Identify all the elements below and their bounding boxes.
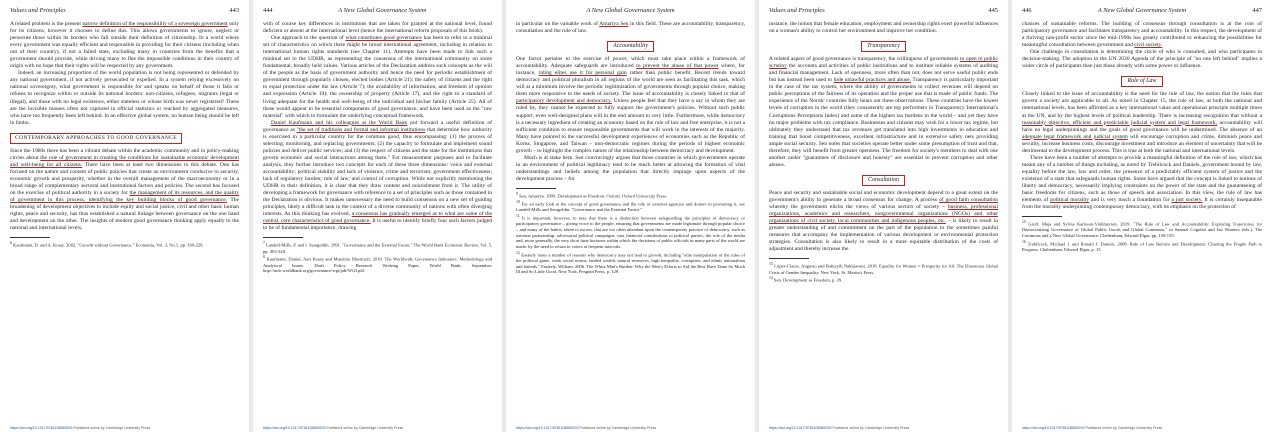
doi-link[interactable]: https://doi.org/10.1017/9781108569293 — [769, 426, 832, 430]
highlight: the role of government in creating the conditions for sustainable economic development and well-being for all citizens. — [10, 154, 239, 168]
highlight: adequate legal framework and judicial system — [1022, 133, 1128, 140]
running-header — [1022, 7, 1262, 16]
footnotes — [263, 241, 492, 274]
footnote-rule — [263, 237, 303, 238]
footnote: $^{14}$ Sen, Development as Freedom, p. 39. — [769, 276, 843, 283]
highlight: of good faith consultation — [939, 196, 999, 203]
highlight: business, professional organizations, academics and researchers, nongovernmental organizations (NGOs) and other organizations of civil society, local communities and indigenous peoples, etc. — [769, 204, 998, 225]
footnote: $^9$ Sen, Amartya. 1999. Development as Freedom. Oxford, Oxford University Press. — [516, 191, 668, 199]
page-body — [10, 21, 239, 249]
subheading-accountability: Accountability — [607, 41, 654, 52]
page-footer: https://doi.org/10.1017/9781108569293 Published online by Cambridge University Press — [1022, 426, 1163, 430]
footnote: $^{11}$ It is important, however, to note that there is a distinction between safeguarding the principles of democracy or participatory governance – giving voice to the people, ensuring that governments are made legitimate through popular choice – and many of the habits, taken to excess, that are too often attendant upon the contemporary practice of democracy, such as extreme partisanship, adversarial political campaigns, vast financial contributions to political parties, the role of the media and, more generally, the very short time horizons within which the decisions of public officials in many parts of the world are made, by the need to return to voters at frequent intervals. — [516, 214, 745, 250]
running-title: Values and Principles — [10, 7, 66, 14]
running-title: A New Global Governance System — [338, 7, 427, 14]
running-header — [516, 7, 745, 16]
footnote: $^{12}$ Easterly notes a number of reasons why democracy may not lead to growth, including "elite manipulation of the rules of the political game, weak social norms, landed wealth, natural resources, high inequality, corruption, and ethnic nationalism and hatreds." Easterly, William. 2006. The White Man's Burden: Why the West's Efforts to Aid the Rest Have Done So Much Ill and So Little Good. New York, Penguin Press, p. 129. — [516, 250, 745, 275]
paragraph: Peace and security and sustainable social and economic development depend to a great extent on the government's ability to generate a broad consensus for change. A process of good faith consultation whereby the government elicits the views of various sectors of society – business, professional organizations, academics and researchers, nongovernmental organizations (NGOs) and other organizations of civil society, local communities and indigenous peoples, etc. – is likely to result in greater understanding of and commitment on the part of the population to the sometimes painful measures that accompany the implementation of various development or environmental protection strategies. Consultation is also likely to result in a more equitable distribution of the costs of adjustment and thereby increase the — [769, 189, 999, 253]
footnotes — [516, 192, 745, 275]
page-body — [516, 21, 745, 275]
page-footer: https://doi.org/10.1017/9781108569293 Published online by Cambridge University Press — [516, 426, 657, 430]
running-title: Values and Principles — [769, 7, 825, 14]
paragraph: Since the 1980s there has been a vibrant debate within the academic community and in policy-making circles about the role of government in creating the conditions for sustainable economic development and well-being for all citizens. There have been at least two dimensions to this debate. One has focused on the nature and content of public policies that create an environment conducive to security, economic growth and prosperity, whether in the overall management of the macroeconomy or in a broad range of complementary sectoral and institutional factors and policies. The second has focused on the exercise of political authority in a society for the management of its resources, and the quality of government in this process, identifying the key building blocks of good governance. The broadening of development objectives to include equity and social justice, civil and other basic human rights, peace and security, has thus established a natural linkage between governance on the one hand and development on the other. The insights of modern good governance thinking apply equally to the national and international levels, — [10, 147, 239, 232]
page-number: 446 — [1022, 7, 1032, 14]
highlight: Daniel Kaufmann and his colleagues at the World Bank — [271, 119, 408, 126]
page-447 — [1012, 0, 1272, 432]
highlight: reasonably objective, efficient and predictable judicial system and legal framework, — [1022, 119, 1218, 126]
highlight: a just society. — [1171, 197, 1203, 204]
footnotes — [769, 262, 998, 283]
highlight: to prevent the abuse of that power — [636, 63, 719, 70]
page-footer: https://doi.org/10.1017/9781108569293 Published online by Cambridge University Press — [769, 426, 910, 430]
doi-link[interactable]: https://doi.org/10.1017/9781108569293 — [263, 426, 326, 430]
paragraph: Daniel Kaufmann and his colleagues at the World Bank put forward a useful definition of governance as "the set of traditions and formal and informal institutions that determine how authority is exercised in a particular country for the common good, thus encompassing: (1) the process of selecting, monitoring, and replacing governments; (2) the capacity to formulate and implement sound policies and deliver public services; and (3) the respect of citizens and the state for the institutions that govern economic and social interactions among them." For measurement purposes and to facilitate analysis, they further introduce two concepts for each of these three dimensions: voice and external accountability; political stability and lack of violence, crime and terrorism; government effectiveness; lack of regulatory burden; rule of law; and control of corruption. While not explicitly mentioning the UDHR in their definition, it is clear that they draw content and nourishment from it. The utility of developing a framework for governance with reference to a set of principles such as those contained in the Declaration is obvious. It makes unnecessary the need to build consensus on a new set of guiding principles, likely a difficult task in the context of a diverse community of nations with often diverging interests. As this thinking has evolved, a consensus has gradually emerged as to what are some of the central, core characteristics of good governance. It is useful to identify briefly four such factors judged to be of fundamental importance, drawing — [263, 119, 493, 232]
paragraph: instance, the notion that female education, employment and ownership rights exert powerful influences on a woman's ability to control her environment and improve her condition. — [769, 21, 998, 35]
page-footer: https://doi.org/10.1017/9781108569293 Published online by Cambridge University Press — [10, 426, 151, 430]
paragraph: chances of sustainable reforms. The building of consensus through consultation is at the root of participatory governance and facilitates transparency and accountability. In this respect, the development of a thriving non-profit sector since the mid-1990s has greatly contributed to enhancing the possibilities for meaningful consultation between government and civil society. — [1022, 21, 1262, 49]
highlight: "the set of traditions and formal and informal institutions — [296, 126, 426, 133]
paragraph: There have been a number of attempts to provide a meaningful definition of the rule of law, which has meant any of a number of things including, as noted by Trebilcock and Daniels, government bound by law, equality before the law, law and order, the presence of a predictably efficient system of justice and the existence of a state that safeguards human rights. Some have argued that the concept is linked to notions of liberty and democracy, necessarily implying constraints on the power of the state and the guaranteeing of basic freedoms for citizens, such as those of speech and association. In this view, the rule of law has elements of political morality and is very much a foundation for a just society. It is certainly inseparable from the morality underpinning contemporary democracy, with its emphasis on the protection of — [1022, 154, 1262, 211]
paragraph: One factor pertains to the exercise of power, which must take place within a framework of accountability. Adequate safeguards are introduced to prevent the abuse of that power where, for instance, ruling elites use it for personal gain rather than public benefit. Recent trends toward democracy and political pluralism in all regions of the world are seen as facilitating this task, which will at a minimum involve the periodic legitimization of governments through popular choice, making them more responsive to the needs of society. The issue of accountability is closely linked to that of participatory development and democracy. Unless people feel that they have a say in whom they are ruled by, they cannot be expected to fully support the government's policies. Without such public support, even well-designed plans will in the end amount to very little. Furthermore, while democracy is a necessary ingredient of creating an economy based on the rule of law and free enterprise, it is not a sufficient condition to ensure responsible governments that will work in the interests of the majority. Many have pointed to the successful development experiences of economies such as the Republic of Korea, Singapore, and Taiwan – non-democratic regimes during the periods of highest economic growth – to highlight the complex nature of the relationship between democracy and development. — [516, 56, 746, 154]
footnote-rule — [769, 258, 809, 259]
paragraph: A related problem is the present narrow definition of the responsibility of a sovereign government only for its citizens, however it chooses to define this. This allows governments to ignore, neglect or persecute those within its borders who fall outside their definition of citizenship. In a world where every government was equally efficient and responsible in providing for their citizens (including when out of their country), if not a failed state, excluding many in countries from the benefits that a government should provide, while driving many to flee the impossible conditions in their country of origin with no hope that their rights will be respected by any government. — [10, 21, 240, 70]
highlight: Amartya Sen — [599, 21, 629, 27]
page-445-left — [506, 0, 755, 432]
subheading-transparency: Transparency — [861, 41, 906, 52]
section-heading: CONTEMPORARY APPROACHES TO GOOD GOVERNANCE — [10, 133, 182, 144]
paragraph: One challenge in consultation is determining the circle of who is consulted, and who participates in decision-making. The adoption in the UN 2030 Agenda of the principle of "no one left behind" implies a wider circle of participants than just those already with some power or influence. — [1022, 49, 1262, 70]
page-footer: https://doi.org/10.1017/9781108569293 Published online by Cambridge University Press — [263, 426, 404, 430]
highlight: a consensus has gradually emerged as to what are some of the central, core characteristics of good governance. — [263, 211, 493, 225]
footnote-rule — [1022, 216, 1062, 217]
page-number: 445 — [988, 7, 998, 14]
running-header — [263, 7, 492, 16]
footnote: $^{15}$ Groff, Maja and Sylvia Karlsson-Vinkhuyzen. 2019. "The Rule of Law and Accountability: Exploring Trajectories for Democratizing Governance of Global Public Goods and Global Commons," in Samuel Cogolati and Jan Wouters (eds.), The Commons and a New Global Governance. Cheltenham, Edward Elgar, pp. 150-159. — [1022, 220, 1263, 239]
highlight: to open to public scrutiny — [769, 56, 999, 70]
footnote: $^{16}$ Trebilcock, Michael J. and Ronald J. Daniels. 2008. Rule of Law Reform and Development: Charting the Fragile Path to Progress. Cheltenham, Edward Elgar, p. 15. — [1022, 239, 1262, 253]
running-title: A New Global Governance System — [1097, 7, 1187, 14]
highlight: civil society. — [1134, 42, 1163, 49]
paragraph: Indeed, an increasing proportion of the world population is not being represented or defended by any national government, if not actively persecuted or expelled. In a system relying excessively on national sovereignty, what government is responsible for and speaks on behalf of those it fails or refuses to recognize within or outside its national borders: non-citizens, refugees, migrants (legal or illegal), and those with no legal existence, either stateless or whose birth was never registered? These are the invisible masses often not captured in official statistics or reached by aggregated measures, who have too frequently been left behind. In an effective global system, no human being should be left in limbo. — [10, 70, 239, 126]
highlight: narrow definition of the responsibility of a sovereign government — [82, 21, 228, 27]
highlight: what constitutes good governance — [345, 35, 422, 42]
footnote: $^6$ Kaufmann, D. and A. Kraay. 2002. "Growth without Governance." Economia, Vol. 3, No.1, pp. 169-229. — [10, 241, 204, 248]
paragraph: One approach to the question of what constitutes good governance has been to refer to a minimal set of characteristics on which there might be broad international agreement, including in relation to international human rights standards (see Chapter 11). Attempts have been made to link such a minimal set to the UDHR, as representing the consensus of the international community on some fundamental, broadly held values. Various articles of the Declaration address such concepts as the will of the people as the basis of government authority and hence the need for periodic establishment of government through popularly chosen, elected bodies (Article 21); the safety of citizens and the right to equal protection under the law (Article 7); the availability of information, and freedom of opinion and expression (Article 19); the ownership of property (Article 17), and the right to a standard of living adequate for the health and well-being of the individual and his/her family (Article 25). All of these would appear to be essential components of good governance, and have been used as the "raw material" with which to formulate the underlying conceptual framework. — [263, 35, 492, 119]
page-number-right: 447 — [1252, 7, 1262, 14]
highlight: the management of its resources, and the quality of government in this process, identifying the key building blocks of good governance. — [10, 190, 239, 204]
footnote: $^8$ Kaufmann, Daniel, Aart Kraay and Massimo Mastruzzi. 2010. The Worldwide Governance Indicators: Methodology and Analytical Issues. Draft Policy Research Working Paper, World Bank, September. http://info.worldbank.org/governance/wgi/pdf/WGI.pdf. — [263, 255, 493, 274]
running-title: A New Global Governance System — [586, 7, 675, 14]
paragraph: in particular on the valuable work of Amartya Sen in this field. These are accountability, transparency, consultation and the rule of law. — [516, 21, 745, 35]
subheading-consultation: Consultation — [862, 175, 905, 186]
highlight: ruling elites use it for personal gain — [538, 70, 627, 77]
footnotes — [1022, 220, 1262, 253]
page-445 — [759, 0, 1008, 432]
doi-link[interactable]: https://doi.org/10.1017/9781108569293 — [1022, 426, 1085, 430]
paragraph: Closely linked to the issue of accountability is the need for the rule of law, the notion that the rules that govern a society are applicable to all. As noted in Chapter 15, the rule of law, at both the national and international levels, has been affirmed as a key international value and operational principle multiple times at the UN, and by the highest levels of political leadership. There is increasing recognition that without a reasonably objective, efficient and predictable judicial system and legal framework, accountability will have no legal underpinnings and the goals of good governance will be undermined. The absence of an adequate legal framework and judicial system will encourage corruption and crime, diminish peace and security, increase business costs, discourage investment and introduce an element of uncertainty that will be detrimental to the development process. This is true at both the national and international levels. — [1022, 91, 1263, 154]
page-body — [769, 21, 998, 284]
footnotes — [10, 241, 239, 248]
paragraph: with of course key differences in institutions that are taken for granted at the national level, found deficient or absent at the international level (hence the international reform proposals of this book). — [263, 21, 492, 35]
page-number: 443 — [229, 7, 239, 14]
page-443 — [0, 0, 249, 432]
running-header — [10, 7, 239, 16]
footnote: $^{13}$ López-Claros, Augusto and Bahiyyih Nakhjavani. 2018. Equality for Women = Prosperity for All: The Disastrous Global Crisis of Gender Inequality. New York, St. Martin's Press. — [769, 262, 999, 275]
footnote: $^{10}$ For an early look at the concept of good governance and the role of external agencies and donors in promoting it, see Landell-Mills and Serageldin, "Governance and the External Factor." — [516, 200, 746, 213]
highlight: participatory development and democracy. — [516, 98, 612, 105]
paragraph: Much is at stake here. Sen convincingly argues that those countries in which governments operate in an environment of political legitimacy tend to be much better at allowing the formation of vital understandings and beliefs among the population that directly impinge upon aspects of the development process – for — [516, 154, 745, 182]
footnote-rule — [10, 237, 50, 238]
doi-link[interactable]: https://doi.org/10.1017/9781108569293 — [516, 426, 579, 430]
page-body — [1022, 21, 1262, 253]
highlight: political morality — [1050, 197, 1090, 204]
highlight: hide unlawful practices and abuse. — [833, 77, 911, 84]
footnote: $^7$ Landell-Mills, P. and I. Serageldin. 1991. "Governance and the External Factor." The World Bank Economic Review, Vol. 5, pp. 303-320. — [263, 241, 492, 254]
page-body — [263, 21, 492, 274]
paragraph: A related aspect of good governance is transparency, the willingness of governments to open to public scrutiny the accounts and activities of public institutions and to institute reliable systems of auditing and financial management. Lack of openness, more often than not, does not serve useful public ends but has instead been used to hide unlawful practices and abuse. Transparency is particularly important in the case of the tax system, where the ability of governments to collect revenues will depend on public perceptions of the fairness of its operation and the proper use that is made of public funds. The experience of the Nordic countries fully bears out these observations. These countries have the lowest levels of corruption in the world (they consistently are top performers in Transparency International's Corruptions Perceptions Index) and some of the highest tax burdens in the world – and yet they have no major problems with tax compliance. Businesses and citizens may wish for a lower tax regime, but ultimately they understand that tax revenues get translated into high investments in education and training that boost competitiveness, excellent infrastructure and in extensive safety nets providing ample social security. Sen notes that societies operate better under some presumption of trust and that, therefore, they will benefit from greater openness. The freedom for society's members to deal with one another under "guarantees of disclosure and honesty" are essential to prevent corruption and other abuses. — [769, 56, 999, 168]
footnote-rule — [516, 188, 556, 189]
doi-link[interactable]: https://doi.org/10.1017/9781108569293 — [10, 426, 73, 430]
page-number: 444 — [263, 7, 273, 14]
running-header — [769, 7, 998, 16]
subheading-rule-of-law: Rule of Law — [1121, 76, 1162, 87]
page-444 — [253, 0, 502, 432]
